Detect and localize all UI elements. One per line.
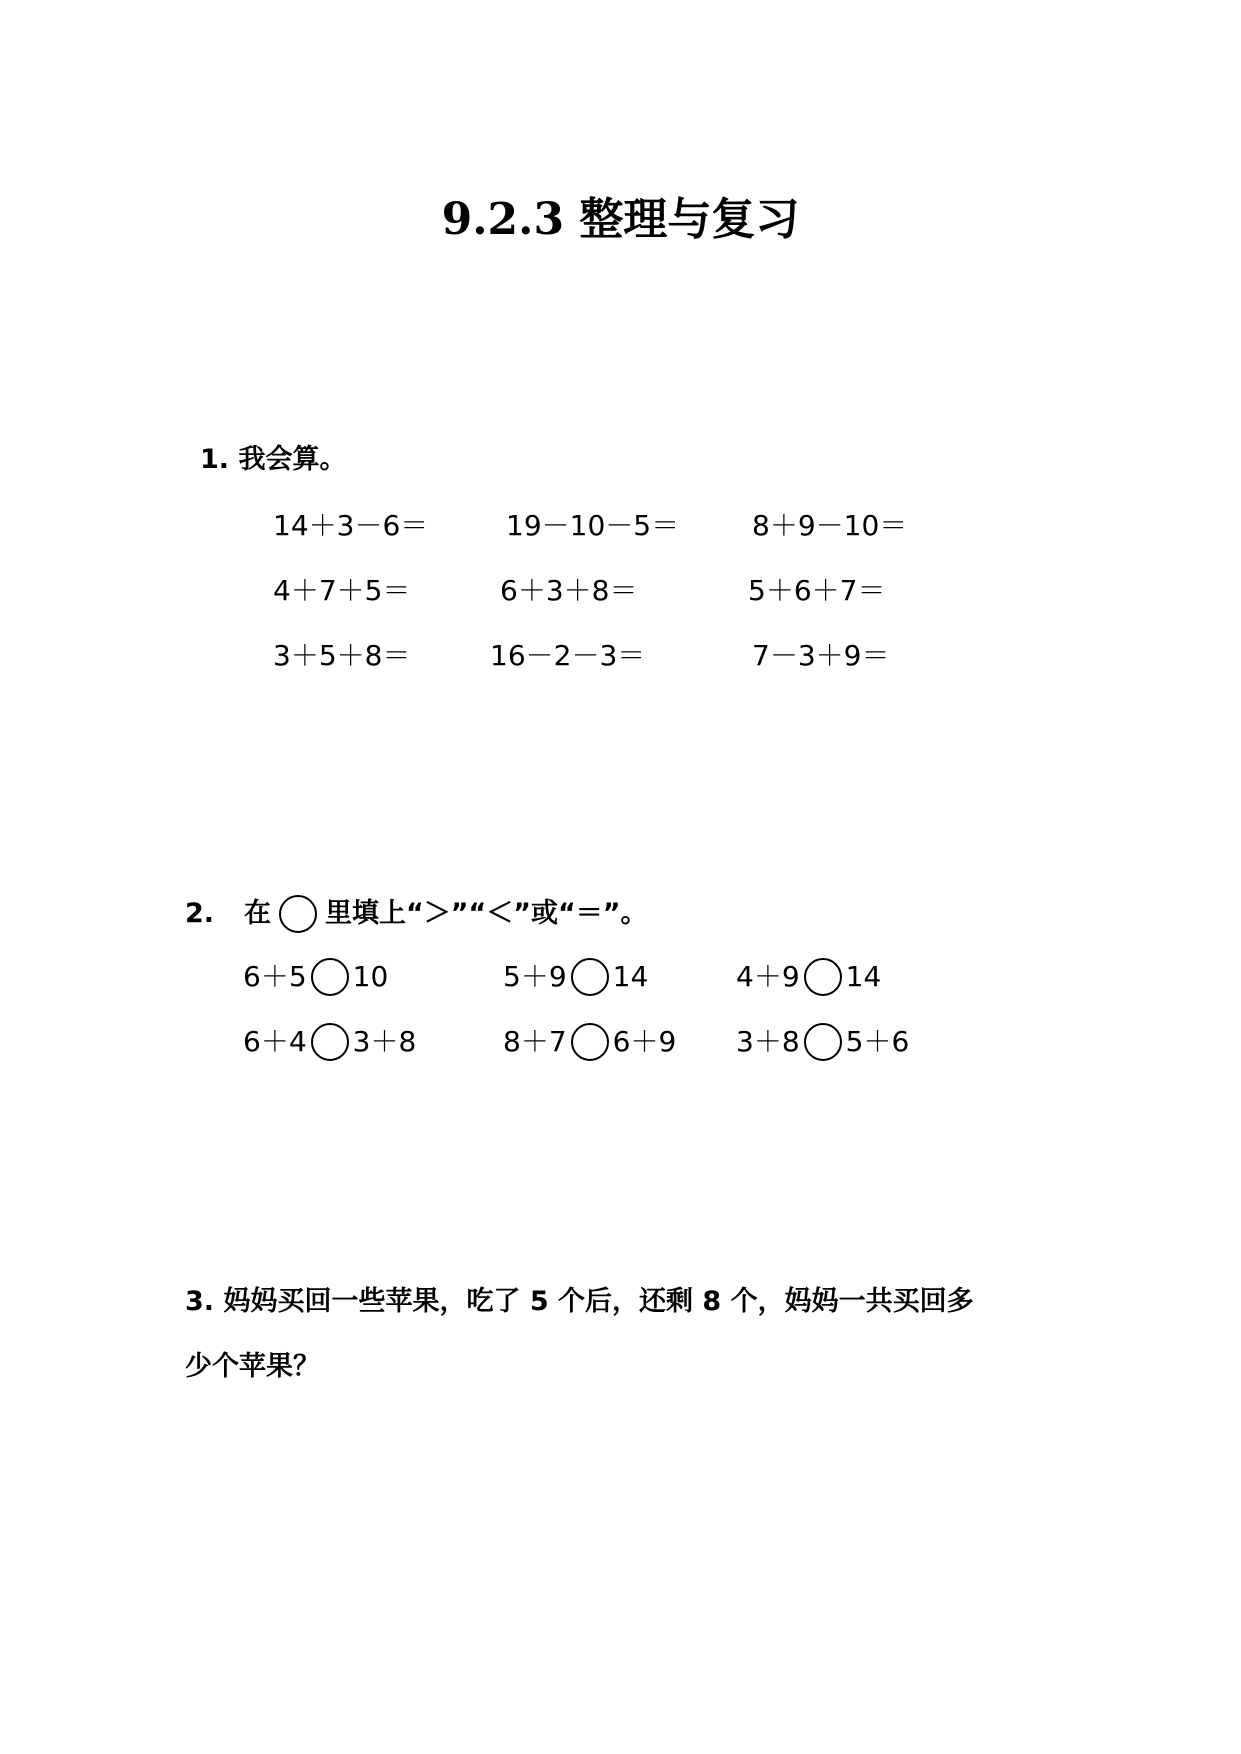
comparison-right: 14 [612, 960, 649, 993]
comparison-left: 6＋5 [243, 960, 307, 993]
comparison-right: 3＋8 [352, 1025, 417, 1058]
answer-circle[interactable] [804, 1023, 842, 1061]
q1-expr: 5＋6＋7＝ [748, 574, 886, 607]
q1-expr: 7－3＋9＝ [752, 639, 890, 672]
comparison-item [736, 1020, 909, 1064]
q1-expr: 6＋3＋8＝ [500, 574, 638, 607]
answer-circle[interactable] [311, 1023, 349, 1061]
comparison-right: 5＋6 [845, 1025, 910, 1058]
q3-line1: 3. 妈妈买回一些苹果，吃了 5 个后，还剩 8 个，妈妈一共买回多 [185, 1286, 974, 1317]
comparison-item [243, 955, 388, 999]
q2-instruction: 里填上“＞”“＜”或“＝”。 [325, 898, 648, 929]
q1-heading: 1. 我会算。 [200, 444, 347, 475]
q1-expr: 4＋7＋5＝ [273, 574, 411, 607]
q1-expr: 19－10－5＝ [506, 509, 680, 542]
q2-heading [185, 892, 648, 936]
comparison-left: 3＋8 [736, 1025, 800, 1058]
q2-number: 2. [185, 898, 215, 929]
q1-expr: 16－2－3＝ [490, 639, 646, 672]
comparison-item [736, 955, 881, 999]
answer-circle[interactable] [804, 958, 842, 996]
q2-prefix: 在 [244, 898, 272, 929]
q1-expr: 3＋5＋8＝ [273, 639, 411, 672]
comparison-right: 14 [845, 960, 882, 993]
comparison-right: 10 [352, 960, 389, 993]
comparison-item [503, 1020, 676, 1064]
q1-expr: 8＋9－10＝ [752, 509, 908, 542]
q3-line2: 少个苹果？ [185, 1351, 320, 1382]
q1-expr: 14＋3－6＝ [273, 509, 429, 542]
page-title: 9.2.3 整理与复习 [441, 194, 800, 245]
comparison-right: 6＋9 [612, 1025, 677, 1058]
comparison-left: 5＋9 [503, 960, 567, 993]
comparison-item [503, 955, 648, 999]
comparison-left: 8＋7 [503, 1025, 567, 1058]
answer-circle[interactable] [571, 1023, 609, 1061]
answer-circle[interactable] [571, 958, 609, 996]
answer-circle[interactable] [311, 958, 349, 996]
answer-circle-icon [279, 895, 317, 933]
comparison-left: 6＋4 [243, 1025, 307, 1058]
comparison-left: 4＋9 [736, 960, 800, 993]
comparison-item [243, 1020, 416, 1064]
